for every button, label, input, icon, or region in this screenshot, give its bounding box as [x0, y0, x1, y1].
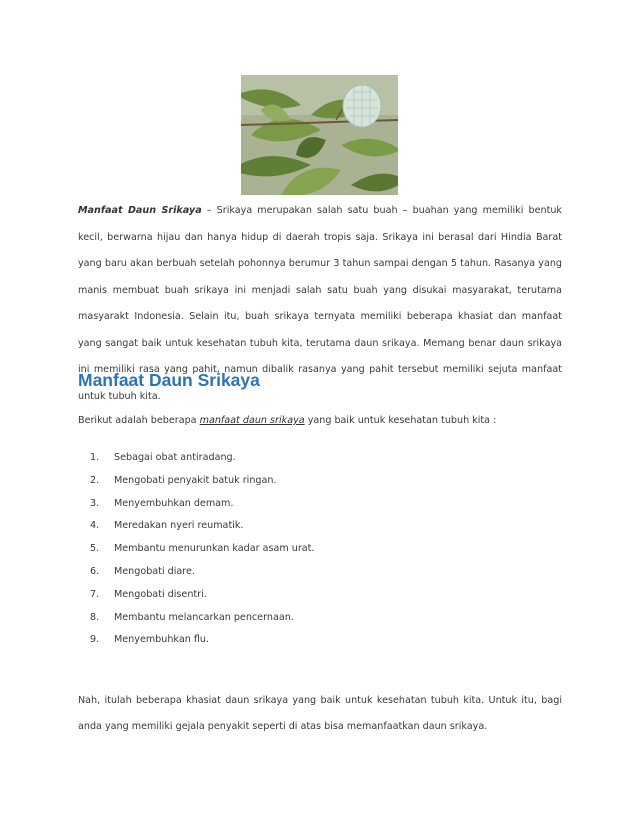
list-text: Mengobati penyakit batuk ringan.	[114, 474, 277, 486]
list-number: 6.	[90, 565, 100, 577]
srikaya-photo	[241, 75, 398, 195]
list-text: Meredakan nyeri reumatik.	[114, 520, 244, 532]
list-item	[90, 542, 314, 565]
benefits-list	[90, 451, 314, 656]
list-number: 9.	[90, 634, 100, 646]
list-text: Membantu menurunkan kadar asam urat.	[114, 543, 315, 555]
list-item	[90, 611, 314, 634]
list-item	[90, 519, 314, 542]
list-item	[90, 588, 314, 611]
list-text: Membantu melancarkan pencernaan.	[114, 611, 294, 623]
list-item	[90, 451, 314, 474]
list-number: 2.	[90, 474, 100, 486]
intro-lead: Manfaat Daun Srikaya	[78, 205, 202, 216]
list-intro	[78, 414, 562, 428]
manfaat-link[interactable]: manfaat daun srikaya	[199, 415, 305, 426]
list-number: 5.	[90, 543, 100, 555]
list-text: Mengobati diare.	[114, 565, 195, 577]
srikaya-leaves-photo-icon	[241, 75, 398, 195]
list-text: Sebagai obat antiradang.	[114, 452, 236, 463]
list-text: Menyembuhkan demam.	[114, 497, 234, 509]
list-number: 7.	[90, 588, 100, 600]
list-number: 1.	[90, 452, 100, 463]
section-heading: Manfaat Daun Srikaya	[78, 370, 260, 390]
list-item	[90, 497, 314, 520]
intro-body: – Srikaya merupakan salah satu buah – buahan yang memiliki bentuk kecil, berwarna hijau dan hanya hidup di daerah tropis saja. Srikaya ini berasal dari Hindia Barat yang baru akan berbuah setelah pohonnya berumur 3 tahun sampai dengan 5 tahun. Rasanya yang manis membuat buah srikaya ini menjadi salah satu buah yang disukai masyarakat, terutama masyarakt Indonesia. Selain itu, buah srikaya ternyata memiliki beberapa khasiat dan manfaat yang sangat baik untuk kesehatan tubuh kita, terutama daun srikaya. Memang benar daun srikaya ini memiliki rasa yang pahit, namun dibalik rasanya yang pahit tersebut memiliki sejuta manfaat untuk tubuh kita.	[78, 205, 562, 402]
list-number: 4.	[90, 520, 100, 532]
list-item	[90, 565, 314, 588]
list-text: Mengobati disentri.	[114, 588, 207, 600]
closing-paragraph: Nah, itulah beberapa khasiat daun srikaya yang baik untuk kesehatan tubuh kita. Untuk itu, bagi anda yang memiliki gejala penyakit seperti di atas bisa memanfaatkan daun srikaya.	[78, 695, 562, 732]
list-text: Menyembuhkan flu.	[114, 634, 210, 646]
list-number: 3.	[90, 497, 100, 509]
list-item	[90, 474, 314, 497]
list-item	[90, 633, 314, 656]
list-intro-after: yang baik untuk kesehatan tubuh kita :	[304, 415, 497, 426]
list-number: 8.	[90, 611, 100, 623]
list-intro-before: Berikut adalah beberapa	[78, 415, 200, 426]
